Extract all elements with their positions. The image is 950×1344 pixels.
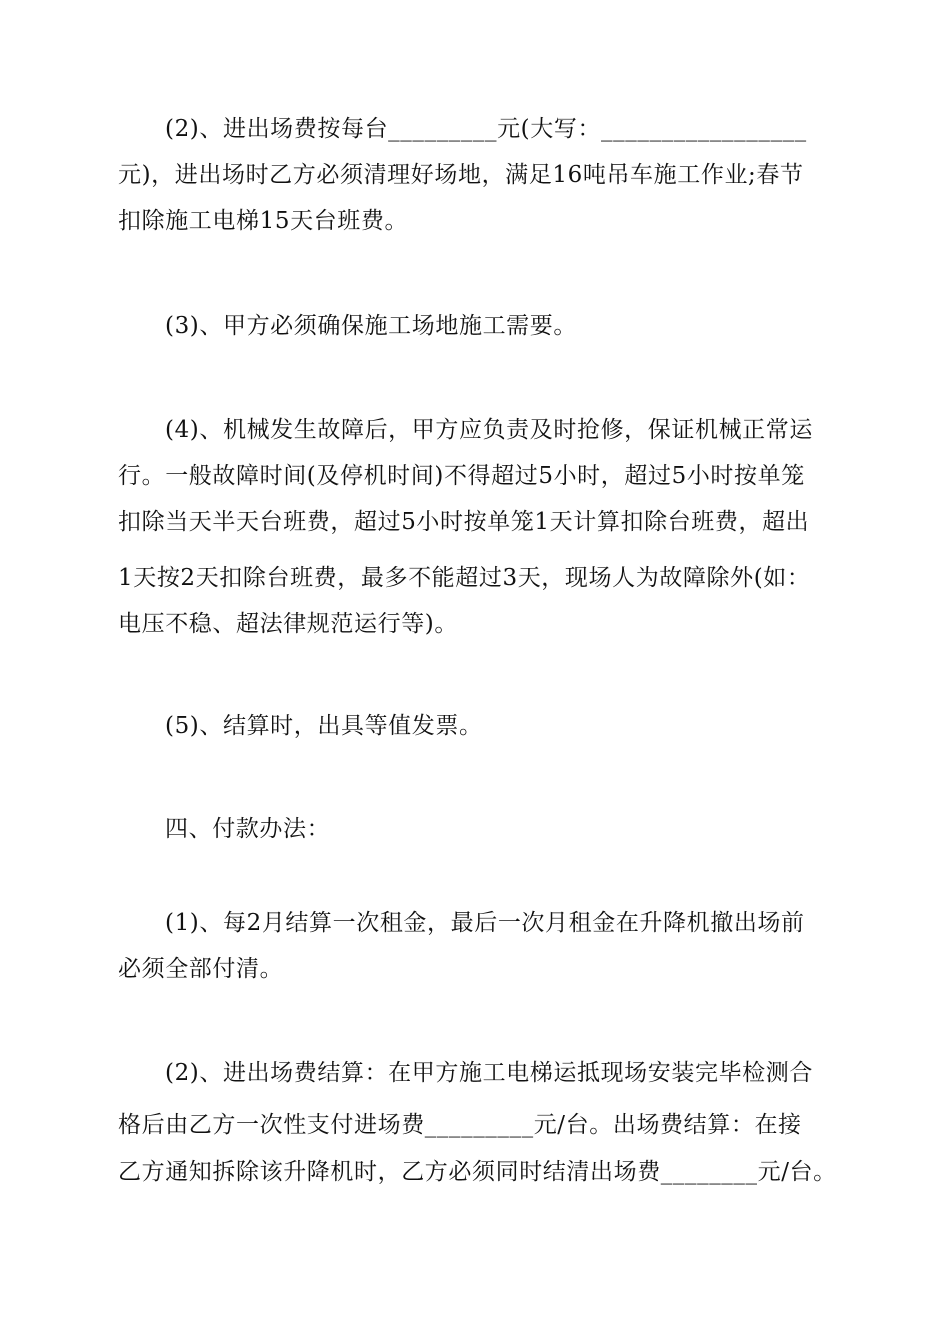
payment-para-2-line-2: 格后由乙方一次性支付进场费_________元/台。出场费结算：在接 <box>118 1112 802 1138</box>
payment-para-1-line-1: (1)、每2月结算一次租金，最后一次月租金在升降机撤出场前 <box>165 910 805 936</box>
para-2-line-2: 元)，进出场时乙方必须清理好场地，满足16吨吊车施工作业;春节 <box>118 162 804 188</box>
para-3-line-1: (3)、甲方必须确保施工场地施工需要。 <box>165 313 577 339</box>
payment-para-2-line-1: (2)、进出场费结算：在甲方施工电梯运抵现场安装完毕检测合 <box>165 1060 813 1086</box>
para-4-line-1: (4)、机械发生故障后，甲方应负责及时抢修，保证机械正常运 <box>165 417 813 443</box>
section-heading-payment: 四、付款办法： <box>165 816 331 842</box>
para-4-line-5: 电压不稳、超法律规范运行等)。 <box>118 611 458 637</box>
payment-para-1-line-2: 必须全部付清。 <box>118 956 284 982</box>
para-2-line-3: 扣除施工电梯15天台班费。 <box>118 208 409 234</box>
para-2-line-1: (2)、进出场费按每台_________元(大写：_________________ <box>165 116 807 142</box>
para-4-line-4: 1天按2天扣除台班费，最多不能超过3天，现场人为故障除外(如： <box>118 565 811 591</box>
para-5-line-1: (5)、结算时，出具等值发票。 <box>165 713 483 739</box>
para-4-line-3: 扣除当天半天台班费，超过5小时按单笼1天计算扣除台班费，超出 <box>118 509 810 535</box>
payment-para-2-line-3: 乙方通知拆除该升降机时，乙方必须同时结清出场费________元/台。 <box>118 1159 837 1185</box>
para-4-line-2: 行。一般故障时间(及停机时间)不得超过5小时，超过5小时按单笼 <box>118 463 805 489</box>
